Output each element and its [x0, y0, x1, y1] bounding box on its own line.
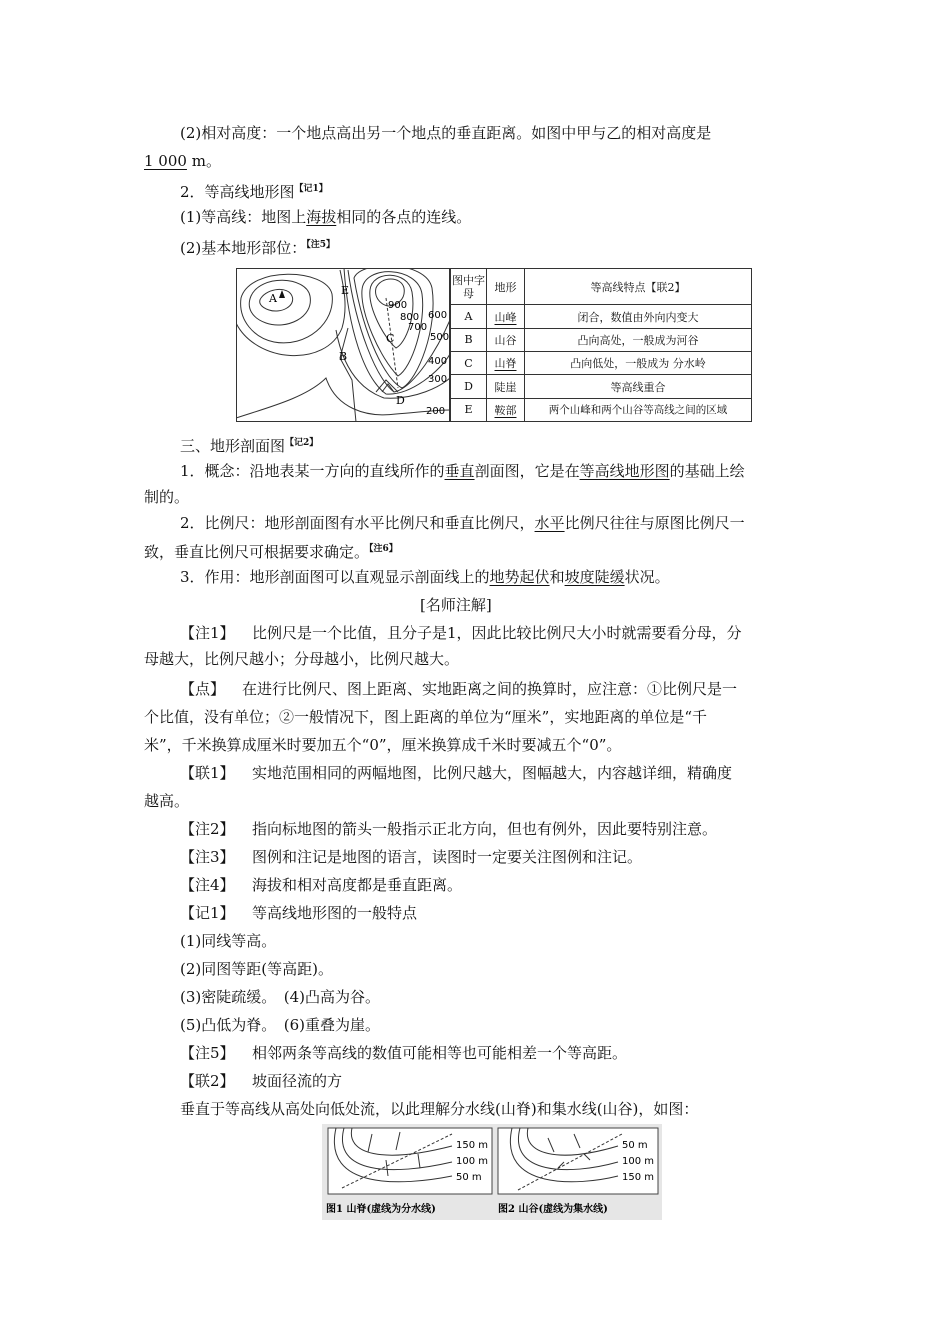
- fig1-label-50: 50 m: [456, 1172, 482, 1183]
- label-b: B: [339, 350, 348, 363]
- note-zhu2-tag: 【注2】: [180, 820, 235, 838]
- concept-line1: [180, 460, 745, 482]
- basic-terrain-parts-text: (2)基本地形部位：: [180, 239, 307, 257]
- table-row: [451, 398, 752, 421]
- row-c-terrain-text: 山脊: [494, 357, 517, 371]
- contour-label-400: 400: [428, 356, 448, 367]
- list-item: (5)凸低为脊。 (6)重叠为崖。: [180, 1016, 380, 1034]
- label-a: A: [269, 292, 277, 305]
- slope-runoff-drawing: [322, 1124, 662, 1220]
- note-dian-line1: [180, 678, 737, 700]
- table-row: [451, 352, 752, 375]
- note-zhu3-tag: 【注3】: [180, 848, 235, 866]
- concept-underlined-1: 垂直: [444, 462, 475, 480]
- relative-height-unit: m。: [186, 152, 221, 170]
- note-zhu5: [180, 1042, 627, 1064]
- scale-mark: 【注6】: [369, 544, 398, 554]
- row-c-terrain: [487, 352, 525, 375]
- note-dian-line2: 个比值，没有单位；②一般情况下，图上距离的单位为“厘米”，实地距离的单位是“千: [144, 708, 708, 726]
- list-item: (1)同线等高。: [180, 932, 277, 950]
- use-underlined-1: 地势起伏: [489, 568, 550, 586]
- fig1-caption: 图1 山脊(虚线为分水线): [326, 1204, 436, 1215]
- row-b-letter: B: [451, 328, 487, 351]
- contour-def-pre: (1)等高线：地图上: [180, 208, 307, 226]
- notes-title: [名师注解]: [420, 596, 492, 614]
- header-letter: 图中字母: [451, 269, 487, 305]
- row-e-letter: E: [451, 398, 487, 421]
- scale-line2-text: 致，垂直比例尺可根据要求确定。: [144, 543, 370, 561]
- table-row: [451, 328, 752, 351]
- scale-underlined: 水平: [534, 514, 565, 532]
- contour-def-underlined: 海拔: [306, 208, 337, 226]
- relative-height-value-line: [144, 150, 221, 172]
- fig2-label-50: 50 m: [622, 1140, 648, 1151]
- fig2-caption: 图2 山谷(虚线为集水线): [498, 1204, 608, 1215]
- label-d: D: [396, 394, 405, 407]
- header-terrain: 地形: [487, 269, 525, 305]
- note-lian1-text: 实地范围相同的两幅地图，比例尺越大，图幅越大，内容越详细，精确度: [252, 764, 733, 782]
- note-zhu5-text: 相邻两条等高线的数值可能相等也可能相差一个等高距。: [252, 1044, 628, 1062]
- note-dian-line3: 米”，千米换算成厘米时要加五个“0”，厘米换算成千米时要减五个“0”。: [144, 736, 622, 754]
- fig2-label-150: 150 m: [622, 1172, 655, 1183]
- relative-height-value: 1 000: [144, 152, 187, 170]
- note-lian2-body: 垂直于等高线从高处向低处流，以此理解分水线(山脊)和集水线(山谷)，如图：: [180, 1100, 699, 1118]
- section-2-mark: 【记1】: [294, 184, 328, 194]
- label-e: E: [341, 284, 350, 297]
- fig2-label-100: 100 m: [622, 1156, 655, 1167]
- contour-label-900: 900: [388, 300, 408, 311]
- row-d-letter: D: [451, 375, 487, 398]
- row-d-terrain: 陡崖: [487, 375, 525, 398]
- list-item: (3)密陡疏缓。 (4)凸高为谷。: [180, 988, 380, 1006]
- section-3-title: [180, 432, 318, 457]
- concept-text-a: 1．概念：沿地表某一方向的直线所作的: [180, 462, 445, 480]
- note-lian2-text: 坡面径流的方: [252, 1072, 343, 1090]
- note-lian2: [180, 1070, 342, 1092]
- note-zhu1-text: 比例尺是一个比值，且分子是1，因此比较比例尺大小时就需要看分母，分: [252, 624, 742, 642]
- concept-text-c: 的基础上绘: [669, 462, 745, 480]
- row-c-letter: C: [451, 352, 487, 375]
- fig1-label-150: 150 m: [456, 1140, 489, 1151]
- concept-line2: 制的。: [144, 488, 190, 506]
- note-zhu5-tag: 【注5】: [180, 1044, 235, 1062]
- row-a-terrain: [487, 305, 525, 328]
- section-3-mark: 【记2】: [285, 438, 319, 448]
- note-ji1-tag: 【记1】: [180, 904, 235, 922]
- terrain-table: [450, 268, 752, 422]
- note-lian1-tag: 【联1】: [180, 764, 235, 782]
- list-item: (2)同图等距(等高距)。: [180, 960, 333, 978]
- row-a-letter: A: [451, 305, 487, 328]
- use-text-a: 3．作用：地形剖面图可以直观显示剖面线上的: [180, 568, 490, 586]
- slope-runoff-figures: [322, 1124, 662, 1220]
- section-2-title: [180, 178, 328, 203]
- concept-underlined-2: 等高线地形图: [579, 462, 670, 480]
- note-lian1-line2: 越高。: [144, 792, 190, 810]
- header-features: 等高线特点【联2】: [525, 269, 752, 305]
- label-c: C: [386, 332, 395, 345]
- row-b-feature: 凸向高处，一般成为河谷: [525, 328, 752, 351]
- note-zhu4-tag: 【注4】: [180, 876, 235, 894]
- use-line: [180, 566, 670, 588]
- contour-label-700: 700: [408, 322, 428, 333]
- basic-terrain-parts: [180, 234, 335, 259]
- contour-definition: [180, 206, 471, 228]
- note-lian1-line1: [180, 762, 732, 784]
- note-zhu2-text: 指向标地图的箭头一般指示正北方向，但也有例外，因此要特别注意。: [252, 820, 718, 838]
- use-underlined-2: 坡度陡缓: [564, 568, 625, 586]
- row-c-feature: 凸向低处，一般成为 分水岭: [525, 352, 752, 375]
- note-zhu4-text: 海拔和相对高度都是垂直距离。: [252, 876, 463, 894]
- use-text-b: 和: [549, 568, 565, 586]
- note-zhu3: [180, 846, 642, 868]
- note-zhu2: [180, 818, 717, 840]
- row-e-terrain-text: 鞍部: [494, 403, 517, 417]
- row-e-terrain: [487, 398, 525, 421]
- contour-map-drawing: [236, 268, 450, 422]
- section-3-title-text: 三、地形剖面图: [180, 437, 286, 455]
- contour-map-figure: [236, 268, 752, 422]
- basic-terrain-parts-mark: 【注5】: [306, 240, 336, 250]
- section-2-title-text: 2．等高线地形图: [180, 183, 295, 201]
- note-zhu3-text: 图例和注记是地图的语言，读图时一定要关注图例和注记。: [252, 848, 643, 866]
- row-d-feature: 等高线重合: [525, 375, 752, 398]
- use-text-c: 状况。: [624, 568, 670, 586]
- note-lian2-tag: 【联2】: [180, 1072, 235, 1090]
- note-zhu1-line2: 母越大，比例尺越小；分母越小，比例尺越大。: [144, 650, 460, 668]
- contour-label-500: 500: [430, 332, 450, 343]
- scale-text-a: 2．比例尺：地形剖面图有水平比例尺和垂直比例尺，: [180, 514, 535, 532]
- note-ji1: [180, 902, 417, 924]
- note-zhu1-tag: 【注1】: [180, 624, 235, 642]
- table-row: [451, 305, 752, 328]
- note-dian-text: 在进行比例尺、图上距离、实地距离之间的换算时，应注意：①比例尺是一: [242, 680, 738, 698]
- note-zhu1-line1: [180, 622, 742, 644]
- contour-label-300: 300: [428, 374, 448, 385]
- note-ji1-text: 等高线地形图的一般特点: [252, 904, 418, 922]
- row-b-terrain: 山谷: [487, 328, 525, 351]
- fig1-label-100: 100 m: [456, 1156, 489, 1167]
- row-e-feature: 两个山峰和两个山谷等高线之间的区域: [525, 398, 752, 421]
- note-dian-tag: 【点】: [180, 680, 226, 698]
- row-a-terrain-text: 山峰: [494, 310, 517, 324]
- table-row: [451, 375, 752, 398]
- relative-height-line1: (2)相对高度：一个地点高出另一个地点的垂直距离。如图中甲与乙的相对高度是: [180, 124, 712, 142]
- concept-text-b: 剖面图，它是在: [474, 462, 580, 480]
- scale-line2: [144, 538, 398, 563]
- note-zhu4: [180, 874, 462, 896]
- contour-label-600: 600: [428, 310, 448, 321]
- contour-label-800: 800: [400, 312, 420, 323]
- scale-line1: [180, 512, 745, 534]
- row-a-feature: 闭合，数值由外向内变大: [525, 305, 752, 328]
- scale-text-b: 比例尺往往与原图比例尺一: [564, 514, 745, 532]
- table-header-row: [451, 269, 752, 305]
- contour-def-post: 相同的各点的连线。: [336, 208, 472, 226]
- contour-label-200: 200: [426, 406, 446, 417]
